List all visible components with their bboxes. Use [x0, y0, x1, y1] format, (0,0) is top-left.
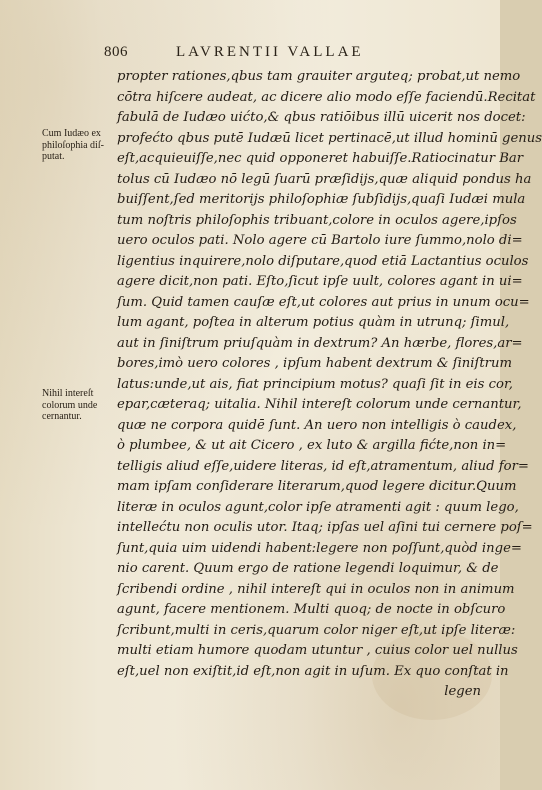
- text-line: ſcribendi ordine , nihil intereſt qui in oculos non in animum: [117, 581, 515, 597]
- text-line: quæ ne corpora quidē ſunt. An uero non intelligis ò caudex,: [117, 417, 517, 433]
- margin-note-line: putat.: [42, 151, 65, 162]
- text-line: tolus cū Iudæo nō legū ſuarū præſidijs,quæ aliquid pondus ha: [117, 171, 532, 187]
- margin-note: [42, 388, 118, 423]
- text-line: ſcribunt,multi in ceris,quarum color niger eſt,ut ipſe literæ:: [117, 622, 516, 638]
- text-line: uero oculos pati. Nolo agere cū Bartolo iure ſummo,nolo di=: [117, 233, 523, 248]
- text-line: ſunt,quia uim uidendi habent:legere non poſſunt,quòd inge=: [117, 540, 522, 556]
- text-line: agere dicit,non pati. Eſto,ſicut ipſe uult, colores agant in ui=: [117, 274, 523, 289]
- margin-note-line: philoſophia diſ-: [42, 139, 104, 151]
- page-header: [104, 44, 484, 64]
- margin-note-line: cernantur.: [42, 411, 82, 422]
- text-line: mam ipſam conſiderare literarum,quod legere dicitur.Quum: [117, 479, 517, 494]
- text-line: literæ in oculos agunt,color ipſe atramenti agit : quum lego,: [117, 499, 519, 515]
- text-line: cōtra hiſcere audeat, ac dicere alio modo eſſe faciendū.Recitat: [117, 89, 536, 105]
- text-line: intellećtu non oculis utor. Itaq; ipſas uel aſini tui cernere poſ=: [117, 520, 533, 535]
- text-line: propter rationes,qbus tam grauiter arguteq; probat,ut nemo: [117, 69, 521, 84]
- text-line: fabulā de Iudæo uićto,& qbus ratiōibus illū uicerit nos docet:: [117, 110, 526, 125]
- running-title: LAVRENTII VALLAE: [176, 44, 364, 60]
- text-line: bores,imò uero colores , ipſum habent dextrum & ſiniſtrum: [117, 356, 512, 371]
- text-line: lum agant, poſtea in alterum potius quàm in utrunq; ſimul,: [117, 315, 510, 330]
- body-text: [117, 67, 542, 703]
- text-line: eſt,acquieuiſſe,nec quid opponeret habuiſſe.Ratiocinatur Bar: [117, 151, 524, 166]
- text-line: multi etiam humore quodam utuntur , cuius color uel nullus: [117, 643, 518, 658]
- text-line: nio carent. Quum ergo de ratione legendi loquimur, & de: [117, 561, 499, 576]
- text-line: ſum. Quid tamen cauſæ eſt,ut colores aut prius in unum ocu=: [117, 294, 530, 310]
- text-line: buiſſent,ſed meritorijs philoſophiæ ſubſidijs,quaſi Iudæi mula: [117, 192, 526, 207]
- text-line: aut in ſiniſtrum priuſquàm in dextrum? An hærbe, flores,ar=: [117, 335, 523, 351]
- margin-note-line: colorum unde: [42, 399, 98, 411]
- page-number: 806: [104, 44, 128, 60]
- text-line: epar,cæteraq; uitalia. Nihil intereſt colorum unde cernantur,: [117, 397, 522, 412]
- text-line: agunt, facere mentionem. Multi quoq; de nocte in obſcuro: [117, 602, 506, 617]
- margin-note-line: Nihil intereſt: [42, 388, 94, 399]
- catchword: legen: [444, 684, 481, 699]
- text-line: latus:unde,ut ais, fiat principium motus? quaſi ſit in eis cor,: [117, 376, 513, 392]
- text-line: telligis aliud eſſe,uidere literas, id eſt,atramentum, aliud for=: [117, 458, 529, 474]
- text-line: ò plumbee, & ut ait Cicero , ex luto & argilla fićte,non in=: [117, 438, 507, 453]
- text-line: eſt,uel non exiſtit,id eſt,non agit in uſum. Ex quo conſtat in: [117, 663, 509, 679]
- text-line: ligentius inquirere,nolo diſputare,quod etiā Lactantius oculos: [117, 253, 529, 269]
- text-line: tum noſtris philoſophis tribuant,colore in oculos agere,ipſos: [117, 212, 517, 228]
- margin-note-line: Cum Iudæo ex: [42, 128, 101, 139]
- text-line: profećto qbus putē Iudæū licet pertinacē,ut illud hominū genus: [117, 130, 542, 146]
- margin-note: [42, 128, 118, 163]
